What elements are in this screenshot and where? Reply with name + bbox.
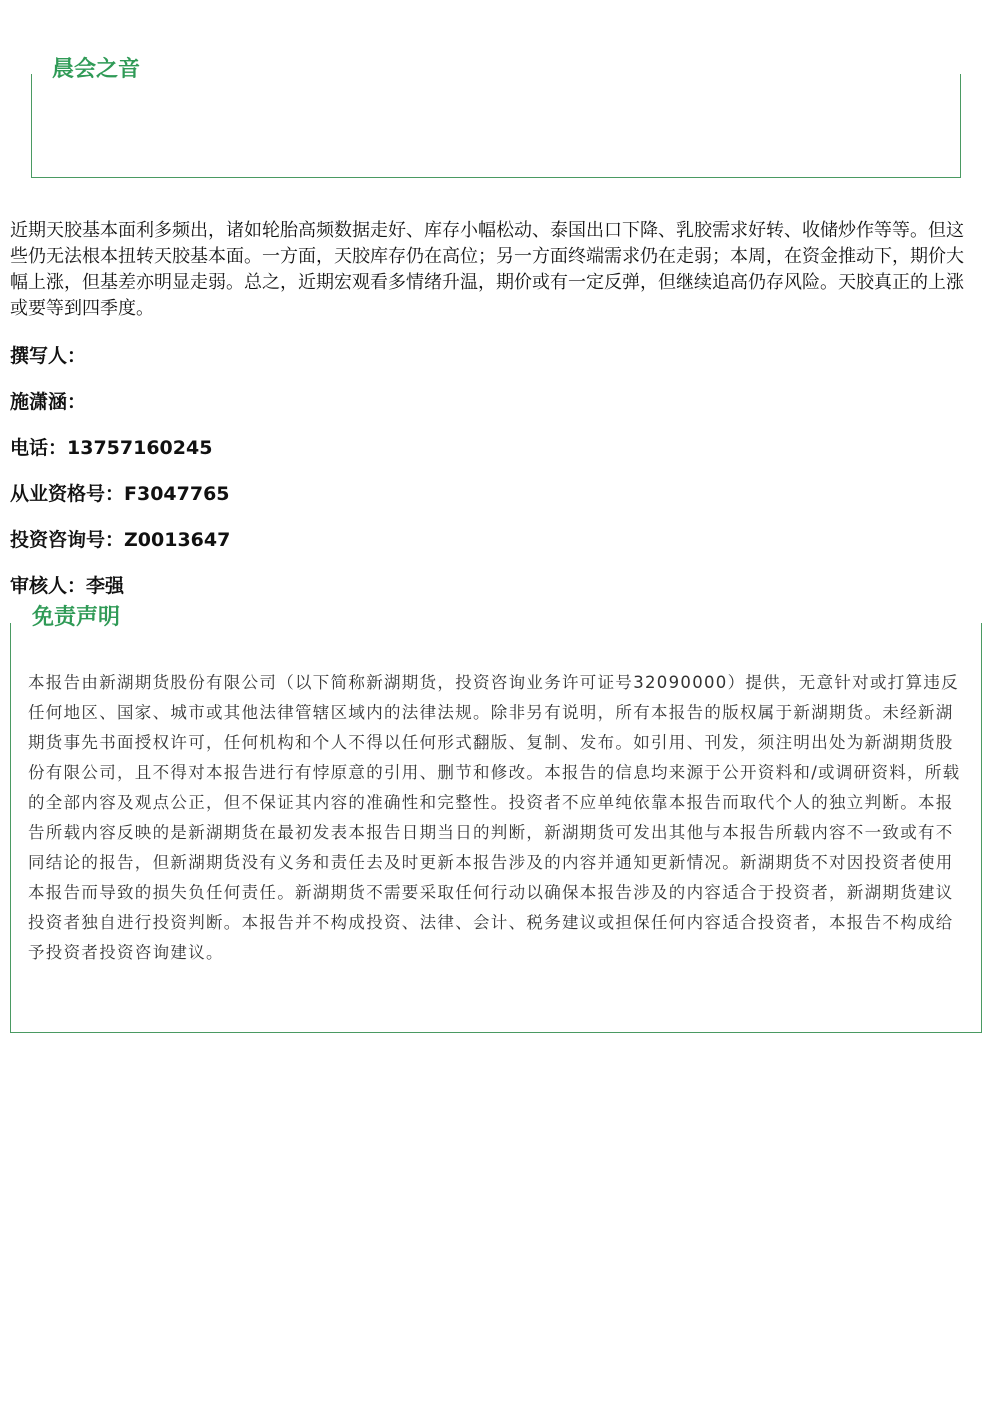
morning-section-box (31, 74, 961, 178)
morning-section-title: 晨会之音 (52, 55, 144, 85)
reviewer: 审核人：李强 (10, 575, 125, 597)
author-cert-number: 从业资格号：F3047765 (10, 483, 230, 505)
writer-label: 撰写人： (10, 345, 87, 367)
body-paragraph: 近期天胶基本面利多频出，诸如轮胎高频数据走好、库存小幅松动、泰国出口下降、乳胶需求好转、收储炒作等等。但这些仍无法根本扭转天胶基本面。一方面，天胶库存仍在高位；另一方面终端需求仍在走弱；本周，在资金推动下，期价大幅上涨，但基差亦明显走弱。总之，近期宏观看多情绪升温，期价或有一定反弹，但继续追高仍存风险。天胶真正的上涨或要等到四季度。 (10, 220, 964, 319)
author-invest-number: 投资咨询号：Z0013647 (10, 529, 231, 551)
author-phone: 电话：13757160245 (10, 437, 213, 459)
disclaimer-text: 本报告由新湖期货股份有限公司（以下简称新湖期货，投资咨询业务许可证号32090000）提供，无意针对或打算违反任何地区、国家、城市或其他法律管辖区域内的法律法规。除非另有说明，所有本报告的版权属于新湖期货。未经新湖期货事先书面授权许可，任何机构和个人不得以任何形式翻版、复制、发布。如引用、刊发，须注明出处为新湖期货股份有限公司，且不得对本报告进行有悖原意的引用、删节和修改。本报告的信息均来源于公开资料和/或调研资料，所载的全部内容及观点公正，但不保证其内容的准确性和完整性。投资者不应单纯依靠本报告而取代个人的独立判断。本报告所载内容反映的是新湖期货在最初发表本报告日期当日的判断，新湖期货可发出其他与本报告所载内容不一致或有不同结论的报告，但新湖期货没有义务和责任去及时更新本报告涉及的内容并通知更新情况。新湖期货不对因投资者使用本报告而导致的损失负任何责任。新湖期货不需要采取任何行动以确保本报告涉及的内容适合于投资者，新湖期货建议投资者独自进行投资判断。本报告并不构成投资、法律、会计、税务建议或担保任何内容适合投资者，本报告不构成给予投资者投资咨询建议。 (28, 673, 961, 962)
author-name: 施潇涵： (10, 391, 87, 413)
disclaimer-title: 免责声明 (32, 603, 124, 633)
